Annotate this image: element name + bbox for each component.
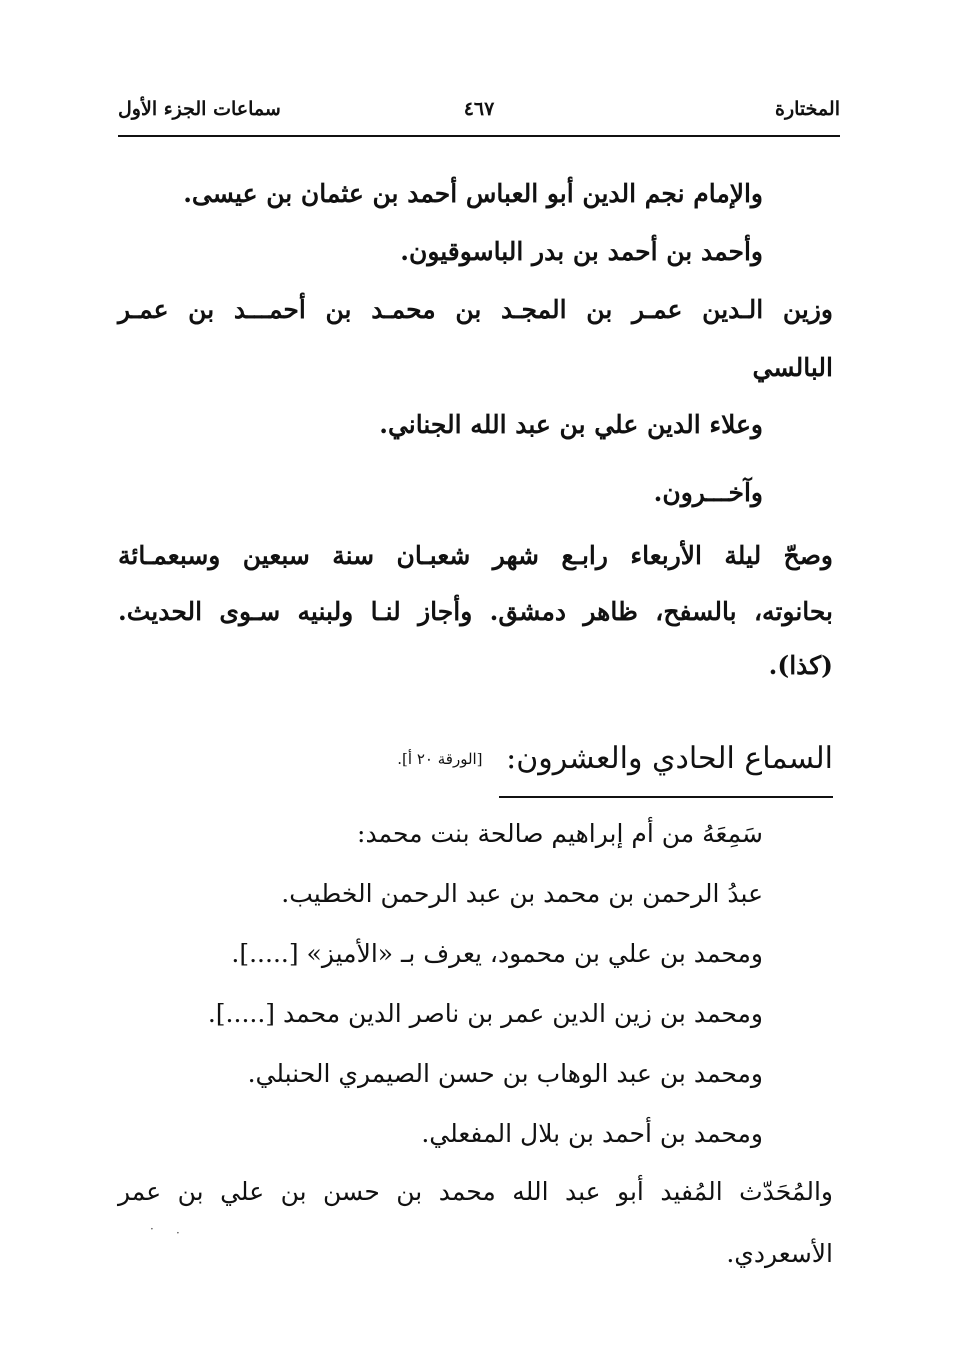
scan-speck: · — [176, 1226, 180, 1240]
scan-speck: · — [150, 1222, 154, 1236]
listener-line: ومحمد بن علي بن محمود، يعرف بـ «الأميز» [.....]. — [231, 939, 763, 968]
listener-line: سَمِعَهُ من أم إبراهيم صالحة بنت محمد: — [357, 819, 763, 848]
paragraph-line: بحانوته، بالسفح، ظاهر دمشق. وأجاز لنـا ولبنيه سـوى الحديث. — [118, 597, 833, 626]
header-book-title: المختارة — [775, 98, 840, 120]
listener-line: والمُحَدّث المُفيد أبو عبد الله محمد بن حسن بن علي بن عمر — [118, 1177, 833, 1206]
paragraph-line: والإمام نجم الدين أبو العباس أحمد بن عثمان بن عيسى. — [183, 179, 763, 208]
paragraph-line: (كذا). — [768, 651, 833, 680]
paragraph-line: وأحمد بن أحمد بن بدر الباسوقيون. — [400, 237, 763, 266]
section-title-rule — [499, 796, 833, 798]
section-title: السماع الحادي والعشرون: — [506, 741, 833, 776]
paragraph-line: وآخـــرون. — [653, 478, 763, 507]
paragraph-line: البالسي — [752, 353, 833, 382]
page-number: ٤٦٧ — [463, 98, 495, 120]
listener-line: الأسعردي. — [726, 1239, 833, 1268]
listener-line: ومحمد بن أحمد بن بلال المفعلي. — [421, 1119, 763, 1148]
running-header — [118, 98, 840, 134]
paragraph-line: وعلاء الدين علي بن عبد الله الجناني. — [379, 410, 763, 439]
header-section-title: سماعات الجزء الأول — [118, 98, 281, 120]
listener-line: ومحمد بن زين الدين عمر بن ناصر الدين محمد [.....]. — [207, 999, 763, 1028]
listener-line: عبدُ الرحمن بن محمد بن عبد الرحمن الخطيب. — [281, 879, 763, 908]
paragraph-line: وصحّ ليلة الأربعاء رابـع شهر شعبـان سنة سبعين وسبعمـائة — [118, 541, 833, 570]
section-heading — [397, 738, 833, 780]
listener-line: ومحمد بن عبد الوهاب بن حسن الصيمري الحنبلي. — [247, 1059, 763, 1088]
folio-reference: [الورقة ٢٠ أ]. — [397, 750, 483, 768]
header-rule — [118, 135, 840, 137]
paragraph-line: وزين الـدين عمـر بن المجـد بن محمـد بن أحمـــد بن عمـر — [118, 295, 833, 324]
